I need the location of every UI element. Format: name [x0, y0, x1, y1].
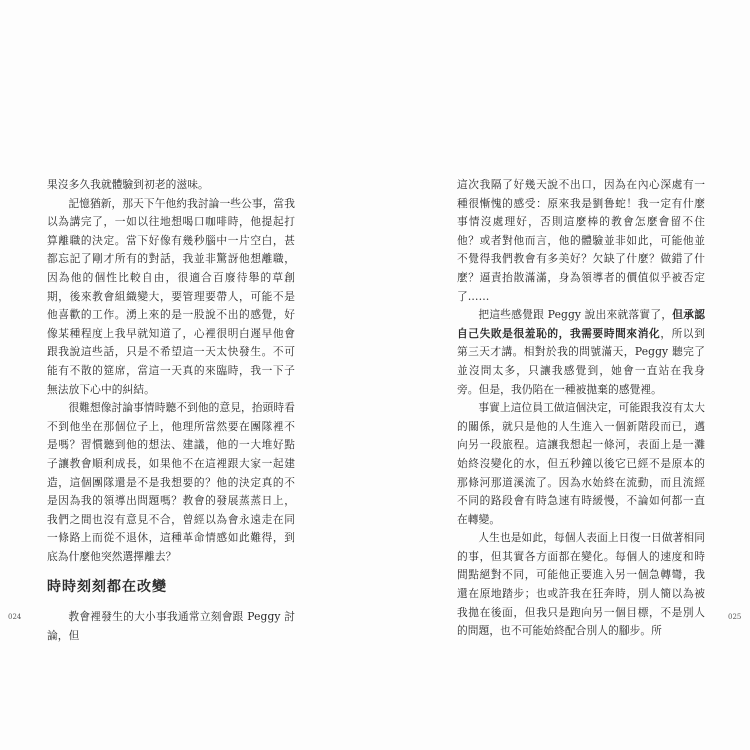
- paragraph: 人生也是如此，每個人表面上日復一日做著相同的事，但其實各方面都在變化。每個人的速度和時間點絕對不同，可能他正要進入另一個急轉彎，我還在原地踏步；也或許我在狂奔時，別人簡以為被我拋在後面，但我只是跑向另一個目標，不是別人的問題，也不可能始終配合別人的腳步。所: [457, 531, 705, 638]
- left-page: [47, 176, 295, 646]
- paragraph: 果沒多久我就體驗到初老的滋味。: [47, 178, 209, 191]
- section-heading: 時時刻刻都在改變: [47, 579, 167, 596]
- page-number-left: 024: [8, 613, 22, 621]
- paragraph: 事實上這位員工做這個決定，可能跟我沒有太大的關係，就只是他的人生進入一個新階段而已，邁向另一段旅程。這讓我想起一條河，表面上是一灘始終沒變化的水，但五秒鐘以後它已經不是原本的那條河那道溪流了。因為水始終在流動，而且流經不同的路段會有時急速有時緩慢，不論如何都一直在轉變。: [457, 401, 705, 526]
- paragraph-text: ，所以到第三天才講。相對於我的問號滿天，Peggy 聽完了並沒問太多，只讓我感覺到，她會一直站在我身旁。但是，我仍陷在一種被拋棄的感覺裡。: [457, 326, 705, 396]
- bold-text: 但承認自己失敗是很羞恥的，我需要時間來消化: [457, 308, 705, 340]
- paragraph: [457, 306, 705, 399]
- paragraph: 記憶猶新，那天下午他約我討論一些公事，當我以為講完了，一如以往地想喝口咖啡時，他提起打算離職的決定。當下好像有幾秒腦中一片空白，甚都忘記了剛才所有的對話，我並非驚訝他想離職，因為他的個性比較自由，很適合百廢待舉的草創期，後來教會組織變大，要管理要帶人，可能不是他喜歡的工作。湧上來的是一股說不出的感覺，好像某種程度上我早就知道了，心裡很明白遲早他會跟我說這些話，只是不希望這一天太快發生。不可能有不散的筵席，當這一天真的來臨時，我一下子無法放下心中的糾結。: [47, 196, 295, 396]
- paragraph: 這次我隔了好幾天說不出口，因為在內心深處有一種很慚愧的感受：原來我是劉鲁蛇！我一定有什麼事情沒處理好，否則這麼棒的教會怎麼會留不住他？或者對他而言，他的體驗並非如此，可能他並不覺得我們教會有多美好？欠缺了什麼？做錯了什麼？逼責抬散滿滿，身為領導者的價值似乎被否定了……: [457, 178, 705, 303]
- paragraph-text: 把這些感覺跟 Peggy 說出來就落實了，: [478, 308, 673, 322]
- page-number-right: 025: [728, 613, 742, 621]
- paragraph: 教會裡發生的大小事我通常立刻會跟 Peggy 討論，但: [47, 610, 295, 643]
- paragraph: 很難想像討論事情時聽不到他的意見，抬頭時看不到他坐在那個位子上，他理所當然要在團隊裡不是嗎？習慣聽到他的想法、建議，他的一大堆好點子讓教會順利成長，如果他不在這裡跟大家一起建造，這個團隊還是不是我想要的？他的決定真的不是因為我的領導出問題嗎？教會的發展蒸蒸日上，我們之間也沒有意見不合，曾經以為會永遠走在同一條路上而從不退休，這種革命情感如此難得，到底為什麼他突然選擇離去？: [47, 401, 295, 563]
- right-page: [457, 176, 705, 641]
